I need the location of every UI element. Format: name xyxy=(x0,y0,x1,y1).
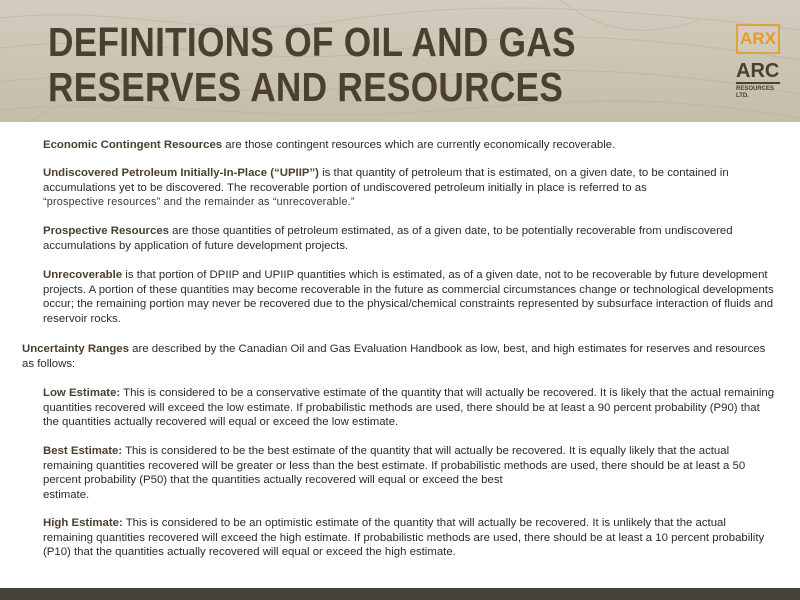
definition-text: This is considered to be the best estimate of the quantity that will actually be recovered. It is equally likely that the actual remaining quantities recovered will be greater or less than the best estimate. If probabilistic methods are used, there should be at least a 50 percent probability (P50) that the quantities actually recovered will equal or exceed the best xyxy=(43,445,746,487)
footer-bar xyxy=(0,588,800,600)
term: Uncertainty Ranges xyxy=(22,343,129,355)
term: Best Estimate: xyxy=(43,445,123,457)
slide-header xyxy=(0,0,800,122)
title-line-2: RESERVES AND RESOURCES xyxy=(48,64,564,110)
definition-text-continued: estimate. xyxy=(43,488,90,501)
term: High Estimate: xyxy=(43,517,123,529)
arc-logo-mark: ARC xyxy=(736,60,780,82)
term: Low Estimate: xyxy=(43,387,121,399)
definition-text: are those quantities of petroleum estimated, as of a given date, to be potentially recoverable from undiscovered accumulations by application of future development projects. xyxy=(43,225,733,252)
definition-unrecoverable xyxy=(43,268,778,326)
definition-economic-contingent xyxy=(43,138,778,153)
definition-text: are those contingent resources which are currently economically recoverable. xyxy=(222,139,616,151)
definition-text: This is considered to be an optimistic estimate of the quantity that will actually be recovered. It is unlikely that the actual remaining quantities recovered will exceed the high estimate. If probabilistic methods are used, there should be at least a 10 percent probability (P10) that the quantities actually recovered will equal or exceed the high estimate. xyxy=(43,517,765,559)
definition-prospective xyxy=(43,224,778,253)
definition-text: is that portion of DPIIP and UPIIP quantities which is estimated, as of a given date, not to be recoverable by future development projects. A portion of these quantities may become recoverable in the future as commercial circumstances change or technological developments occur; the remaining portion may never be recovered due to the physical/chemical constraints represented by subsurface interaction of fluids and reservoir rocks. xyxy=(43,269,774,325)
definition-text: This is considered to be a conservative estimate of the quantity that will actually be recovered. It is likely that the actual remaining quantities recovered will exceed the low estimate. If probabilistic methods are used, there should be at least a 90 percent probability (P90) that the quantities actually recovered will equal or exceed the low estimate. xyxy=(43,387,775,429)
term: Unrecoverable xyxy=(43,269,123,281)
page-title xyxy=(48,20,576,110)
title-line-1: DEFINITIONS OF OIL AND GAS xyxy=(48,19,576,65)
definition-text: is that quantity of petroleum that is estimated, on a given date, to be contained in accumulations yet to be discovered. The recoverable portion of undiscovered petroleum initially in place is referred to as xyxy=(43,167,729,194)
definition-text-continued: “prospective resources” and the remainder as “unrecoverable.” xyxy=(43,196,355,209)
arx-logo-mark: ARX xyxy=(736,24,780,54)
definition-text: are described by the Canadian Oil and Gas Evaluation Handbook as low, best, and high estimates for reserves and resources as follows: xyxy=(22,343,766,370)
term: Prospective Resources xyxy=(43,225,169,237)
definition-upiip xyxy=(43,166,778,210)
definition-best-estimate xyxy=(43,444,778,502)
term: Undiscovered Petroleum Initially-In-Place (“UPIIP”) xyxy=(43,167,319,179)
arx-arc-logo xyxy=(726,24,780,114)
arc-logo-subtitle: RESOURCES LTD. xyxy=(736,86,775,99)
definition-uncertainty xyxy=(22,342,778,371)
definition-high-estimate xyxy=(43,516,778,560)
definition-low-estimate xyxy=(43,386,778,430)
term: Economic Contingent Resources xyxy=(43,139,223,151)
